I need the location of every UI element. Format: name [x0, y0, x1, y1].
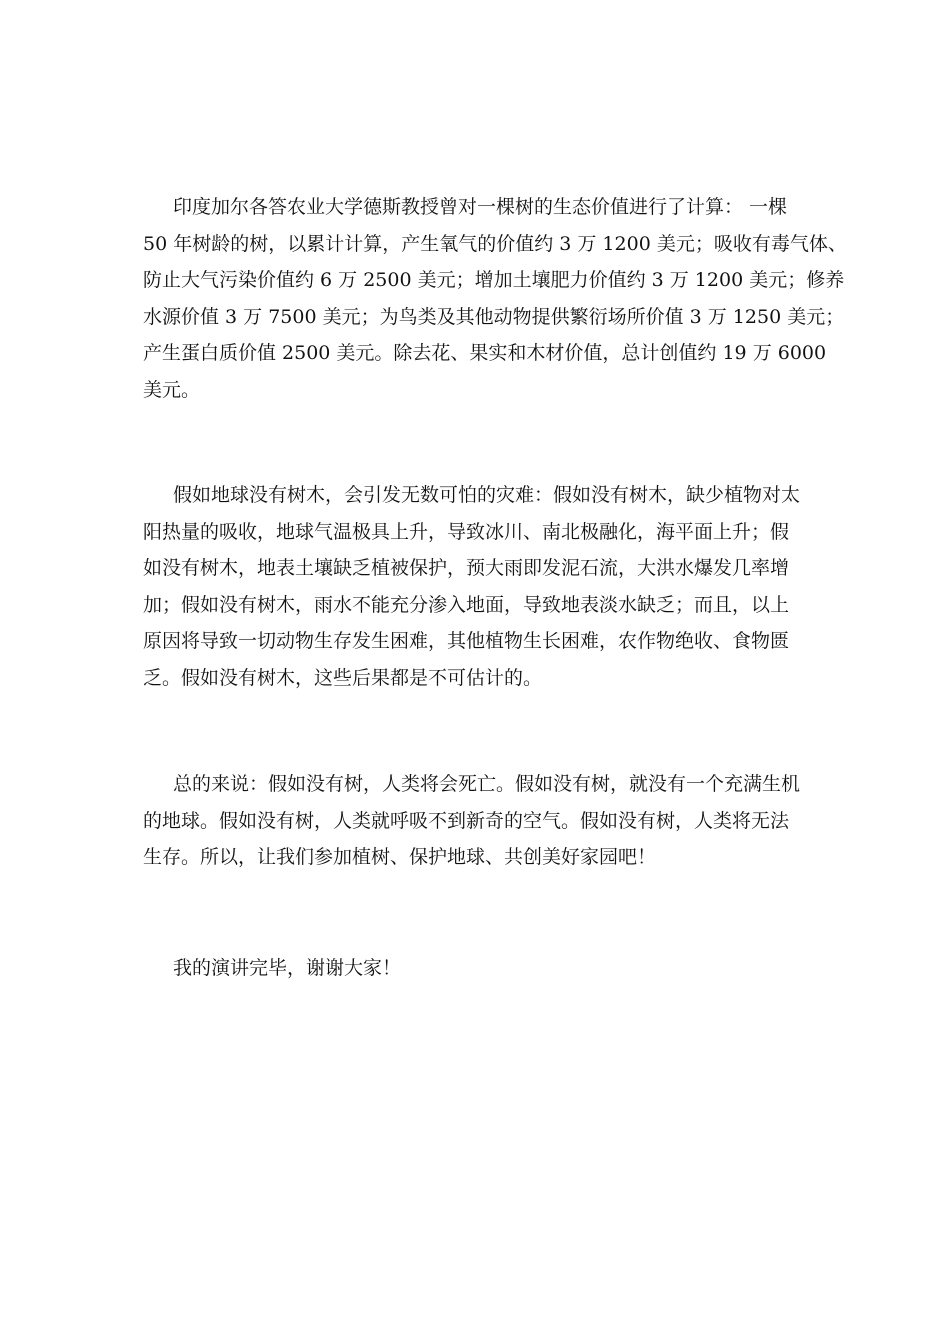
- paragraph-line: 如没有树木，地表土壤缺乏植被保护，预大雨即发泥石流，大洪水爆发几率增: [143, 557, 790, 579]
- paragraph-tree-ecological-value: [143, 189, 847, 408]
- paragraph-line: 阳热量的吸收，地球气温极具上升，导致冰川、南北极融化，海平面上升；假: [143, 520, 790, 543]
- paragraph-line: 总的来说：假如没有树，人类将会死亡。假如没有树，就没有一个充满生机: [173, 773, 801, 795]
- paragraph-line: 乏。假如没有树木，这些后果都是不可估计的。: [143, 666, 543, 689]
- paragraph-line: 加；假如没有树木，雨水不能充分渗入地面，导致地表淡水缺乏；而且，以上: [143, 593, 790, 616]
- paragraph-line: 防止大气污染价值约 6 万 2500 美元；增加土壤肥力价值约 3 万 1200 美元；修养: [143, 269, 845, 291]
- paragraph-line: 原因将导致一切动物生存发生困难，其他植物生长困难，农作物绝收、食物匮: [143, 630, 790, 652]
- paragraph-line: 50 年树龄的树，以累计计算，产生氧气的价值约 3 万 1200 美元；吸收有毒气体、: [143, 232, 847, 255]
- paragraph-without-trees: [143, 477, 800, 696]
- paragraph-line: 生存。所以，让我们参加植树、保护地球、共创美好家园吧！: [143, 846, 657, 868]
- paragraph-line: 印度加尔各答农业大学德斯教授曾对一棵树的生态价值进行了计算： 一棵: [173, 196, 788, 218]
- paragraph-line: 水源价值 3 万 7500 美元；为鸟类及其他动物提供繁衍场所价值 3 万 1250 美元；: [143, 305, 845, 328]
- paragraph-line: 的地球。假如没有树，人类就呼吸不到新奇的空气。假如没有树，人类将无法: [143, 809, 790, 832]
- paragraph-line: 美元。: [143, 378, 201, 401]
- paragraph-conclusion: [143, 766, 800, 876]
- paragraph-line: 产生蛋白质价值 2500 美元。除去花、果实和木材价值，总计创值约 19 万 6000: [143, 342, 827, 364]
- paragraph-line: 我的演讲完毕，谢谢大家！: [173, 957, 402, 979]
- paragraph-closing: [143, 950, 401, 987]
- paragraph-line: 假如地球没有树木，会引发无数可怕的灾难：假如没有树木，缺少植物对太: [173, 484, 801, 506]
